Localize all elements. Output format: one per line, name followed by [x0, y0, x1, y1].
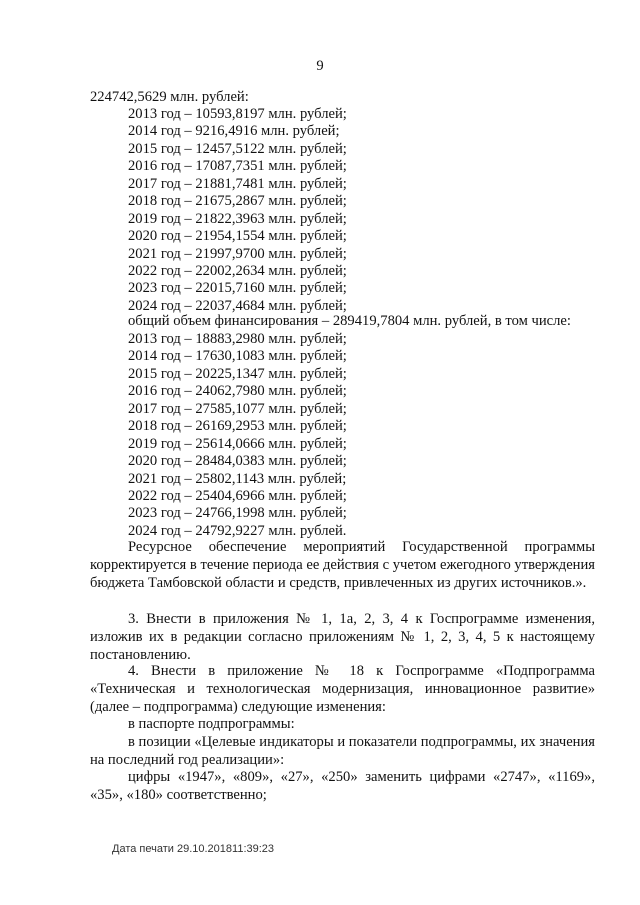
total-financing-line: общий объем финансирования – 289419,7804 млн. рублей, в том числе: — [128, 313, 571, 329]
financing-list-1 — [128, 106, 347, 315]
list-item: 2017 год – 27585,1077 млн. рублей; — [128, 400, 347, 417]
list-item: 2016 год – 17087,7351 млн. рублей; — [128, 158, 347, 175]
list-item: 2016 год – 24062,7980 млн. рублей; — [128, 383, 347, 400]
financing-list-2 — [128, 331, 347, 540]
item-4-paragraph: 4. Внести в приложение № 18 к Госпрограмме «Подпрограмма «Техническая и технологическая модернизация, инновационное развитие» (далее – подпрограмма) следующие изменения: — [90, 663, 595, 715]
digits-paragraph: цифры «1947», «809», «27», «250» заменить цифрами «2747», «1169», «35», «180» соответственно; — [90, 769, 595, 803]
passport-line: в паспорте подпрограммы: — [128, 716, 295, 732]
list-item: 2024 год – 24792,9227 млн. рублей. — [128, 522, 347, 539]
list-item: 2019 год – 21822,3963 млн. рублей; — [128, 210, 347, 227]
list-item: 2024 год – 22037,4684 млн. рублей; — [128, 297, 347, 314]
list-item: 2018 год – 21675,2867 млн. рублей; — [128, 193, 347, 210]
list-item: 2013 год – 10593,8197 млн. рублей; — [128, 106, 347, 122]
list-item: 2015 год – 12457,5122 млн. рублей; — [128, 140, 347, 157]
item-3-paragraph: 3. Внести в приложения № 1, 1а, 2, 3, 4 к Госпрограмме изменения, изложив их в редакции согласно приложениям № 1, 2, 3, 4, 5 к настоящему постановлению. — [90, 611, 595, 663]
list-item: 2014 год – 9216,4916 млн. рублей; — [128, 123, 340, 140]
position-paragraph: в позиции «Целевые индикаторы и показатели подпрограммы, их значения на последний год реализации»: — [90, 734, 595, 768]
list-item: 2015 год – 20225,1347 млн. рублей; — [128, 365, 347, 382]
list-item: 2021 год – 25802,1143 млн. рублей; — [128, 470, 347, 487]
list-item: 2022 год – 25404,6966 млн. рублей; — [128, 487, 347, 504]
intro-amount-line: 224742,5629 млн. рублей: — [90, 89, 249, 105]
list-item: 2019 год – 25614,0666 млн. рублей; — [128, 435, 347, 452]
print-date-footer: Дата печати 29.10.201811:39:23 — [112, 843, 275, 855]
list-item: 2023 год – 22015,7160 млн. рублей; — [128, 280, 347, 297]
resource-paragraph: Ресурсное обеспечение мероприятий Государственной программы корректируется в течение периода ее действия с учетом ежегодного утверждения бюджета Тамбовской области и средств, привлеченных из других источников.». — [90, 539, 595, 591]
list-item: 2023 год – 24766,1998 млн. рублей; — [128, 505, 347, 522]
list-item: 2014 год – 17630,1083 млн. рублей; — [128, 348, 347, 365]
page-number: 9 — [316, 58, 324, 74]
list-item: 2017 год – 21881,7481 млн. рублей; — [128, 175, 347, 192]
list-item: 2020 год – 28484,0383 млн. рублей; — [128, 453, 347, 470]
list-item: 2021 год – 21997,9700 млн. рублей; — [128, 245, 347, 262]
list-item: 2018 год – 26169,2953 млн. рублей; — [128, 418, 347, 435]
list-item: 2013 год – 18883,2980 млн. рублей; — [128, 331, 347, 347]
list-item: 2022 год – 22002,2634 млн. рублей; — [128, 262, 347, 279]
list-item: 2020 год – 21954,1554 млн. рублей; — [128, 228, 347, 245]
